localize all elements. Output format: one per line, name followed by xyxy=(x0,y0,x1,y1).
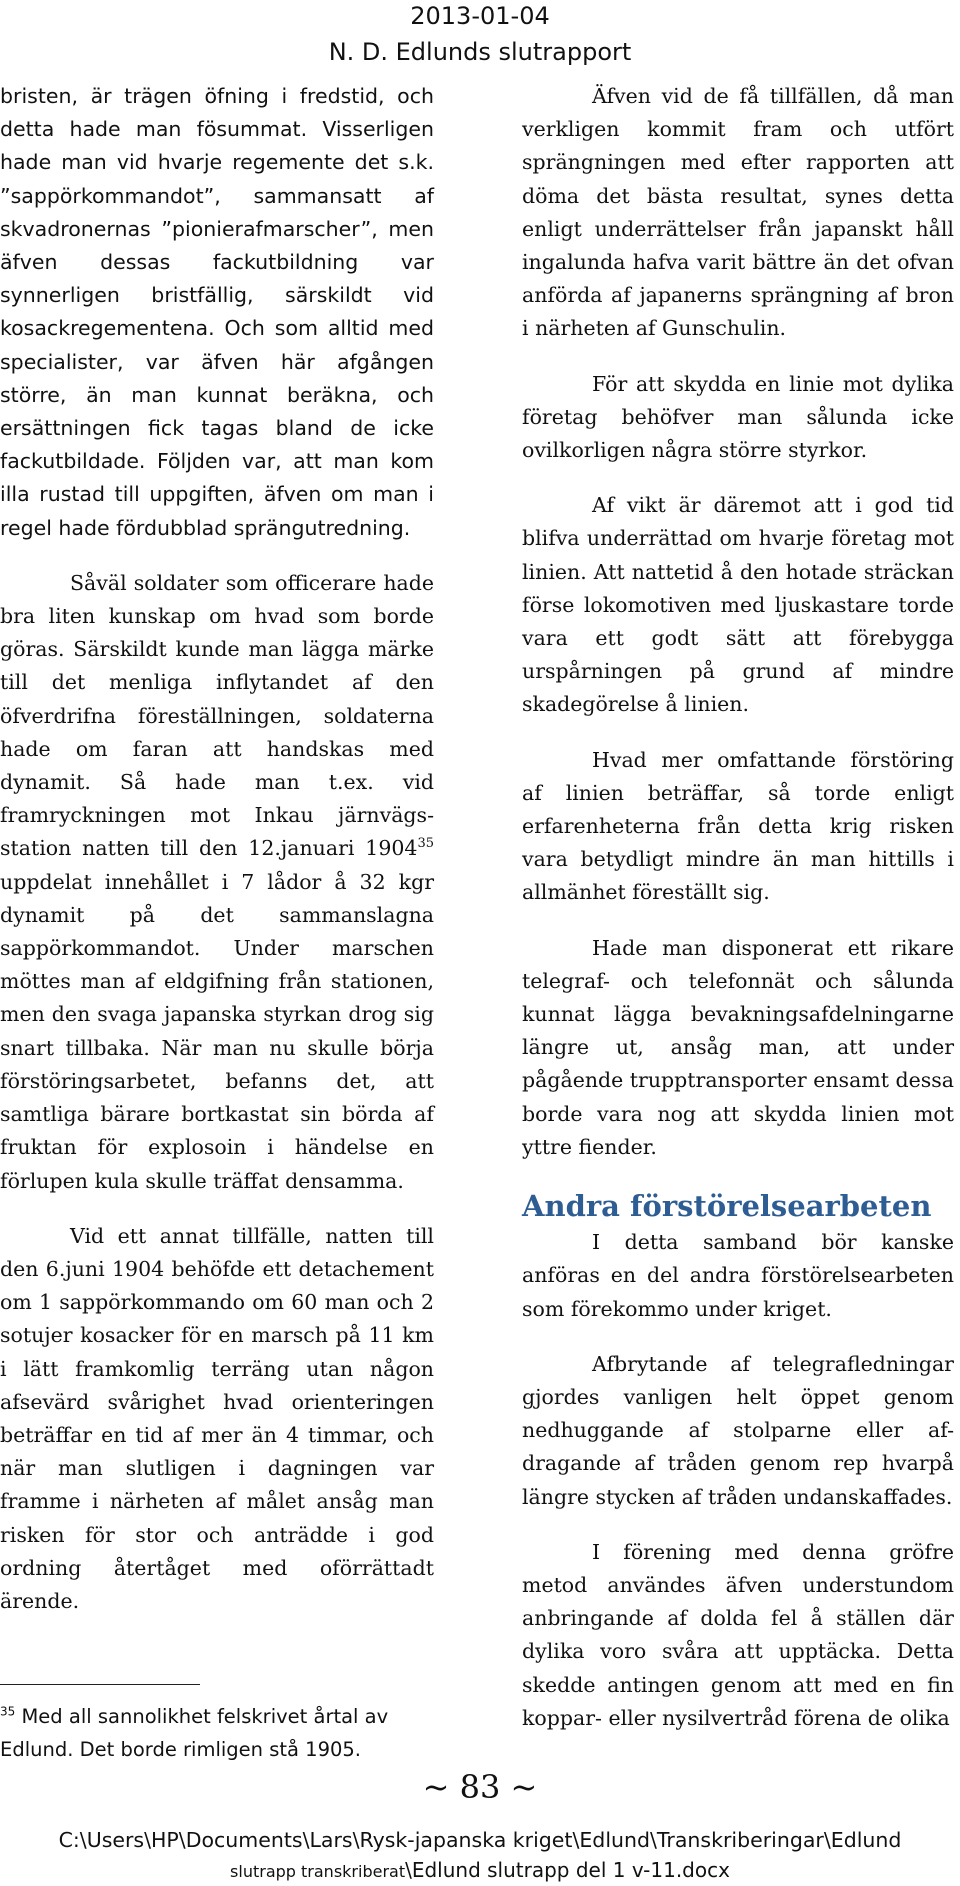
left-paragraph-1-part-b: Och som alltid med specialister, var äfven här afgången större, än man kunnat beräkna, och ersättningen fick tagas bland de icke fackutbildade. Följden var, att man kom illa rustad till uppgiften, äfven om man i regel hade fördubblad sprängutredning. xyxy=(0,316,434,540)
footer-file-name xyxy=(0,1856,960,1886)
header-report-title: N. D. Edlunds slutrapport xyxy=(328,38,632,66)
footnote-ref[interactable]: 35 xyxy=(417,836,434,852)
footnote-divider xyxy=(0,1684,200,1685)
section-heading: Andra förstörelsearbeten xyxy=(522,1189,932,1224)
right-paragraph-1: Äfven vid de få tillfällen, då man verkligen kommit fram och utfört sprängningen med efter rapporten att döma det bästa resultat, synes detta enligt underrättelser från japanskt håll ingalunda hafva varit bättre än det ofvan anförda af japanerns sprängning af bron i närheten af Gunschulin. xyxy=(522,84,954,341)
left-paragraph-1 xyxy=(0,80,434,545)
footer-file-name-small: slutrapp transkriberat xyxy=(230,1862,406,1881)
left-paragraph-1-part-a: bristen, är trägen öfning i fredstid, och detta hade man fösummat. Visserligen hade man vid hvarje regemente det s.k. ”sappörkommandot”, sammansatt af skvadronernas ”pionierafmarscher”, men äfven dessas fackutbildning var synnerligen bristfällig, särskildt vid kosackregementena. xyxy=(0,84,434,341)
left-paragraph-2-part-b: uppdelat innehållet i 7 lådor å 32 kgr dynamit på det sammanslagna sappörkommandot. Under marschen möttes man af eldgifning från stationen, men den svaga japanska styrkan drog sig snart tillbaka. När man nu skulle börja förstöringsarbetet, befanns det, att samtliga bärare bortkastat sin börda af fruktan för explosoin i händelse en förlupen kula skulle träffat densamma. xyxy=(0,869,434,1193)
right-paragraph-2: För att skydda en linie mot dylika företag behöfver man sålunda icke ovilkorligen några större styrkor. xyxy=(522,371,954,463)
right-paragraph-5: Hade man disponerat ett rikare telegraf- och telefonnät och sålunda kunnat lägga bevakningsafdelningarne längre ut, ansåg man, att under pågående trupptransporter ensamt dessa borde vara nog att skydda linien mot yttre fiender. xyxy=(522,935,955,1159)
right-paragraph-7: Afbrytande af telegrafledningar gjordes vanligen helt öppet genom nedhuggande af stolparne eller af-dragande af tråden genom rep hvarpå längre stycken af tråden undanskaffades. xyxy=(522,1351,954,1509)
left-paragraph-2 xyxy=(0,567,434,1198)
right-column xyxy=(522,80,954,1757)
footer-file-name-rest: \Edlund slutrapp del 1 v-11.docx xyxy=(405,1858,730,1882)
right-paragraph-3: Af vikt är däremot att i god tid blifva underrättad om hvarje företag mot linien. Att nattetid å den hotade sträckan förse lokomotiven med ljuskastare torde vara ett godt sätt att förebygga urspårningen på grund af mindre skadegörelse å linien. xyxy=(522,493,954,717)
footnote xyxy=(0,1700,430,1766)
right-paragraph-6: I detta samband bör kanske anföras en del andra förstörelsearbeten som förekommo under kriget. xyxy=(522,1230,954,1321)
right-paragraph-8: I förening med denna gröfre metod användes äfven understundom anbringande af dolda fel å ställen där dylika voro svåra att upptäcka. Detta skedde antingen genom att med en fin koppar- eller nysilvertråd förena de olika xyxy=(522,1539,954,1730)
left-paragraph-2-part-a: Såväl soldater som officerare hade bra liten kunskap om hvad som borde göras. Särskildt kunde man lägga märke till det menliga inflytandet af den öfverdrifna föreställningen, soldaterna hade om faran att handskas med dynamit. Så hade man t.ex. vid framryckningen mot Inkau järnvägs-station natten till den 12.januari 1904 xyxy=(0,570,434,861)
page-number: ~ 83 ~ xyxy=(422,1768,538,1806)
footnote-text: Med all sannolikhet felskrivet årtal av Edlund. Det borde rimligen stå 1905. xyxy=(0,1705,389,1761)
left-column xyxy=(0,80,434,1640)
footnote-number: 35 xyxy=(0,1704,16,1719)
right-paragraph-4: Hvad mer omfattande förstöring af linien beträffar, så torde enligt erfarenheterna från detta krig risken vara betydligt mindre än man hittills i allmänhet föreställt sig. xyxy=(522,747,954,905)
left-paragraph-3: Vid ett annat tillfälle, natten till den 6.juni 1904 behöfde ett detachement om 1 sappörkommando om 60 man och 2 sotujer kosacker för en marsch på 11 km i lätt framkomlig terräng utan någon afsevärd svårighet hvad orienteringen beträffar en tid af mer än 4 timmar, och när man slutligen i dagningen var framme i närheten af målet ansåg man risken för stor och anträdde i god ordning återtåget med oförrättadt ärende. xyxy=(0,1223,434,1613)
header-date: 2013-01-04 xyxy=(410,2,550,30)
footer-file-path: C:\Users\HP\Documents\Lars\Rysk-japanska kriget\Edlund\Transkriberingar\Edlund xyxy=(58,1828,902,1852)
